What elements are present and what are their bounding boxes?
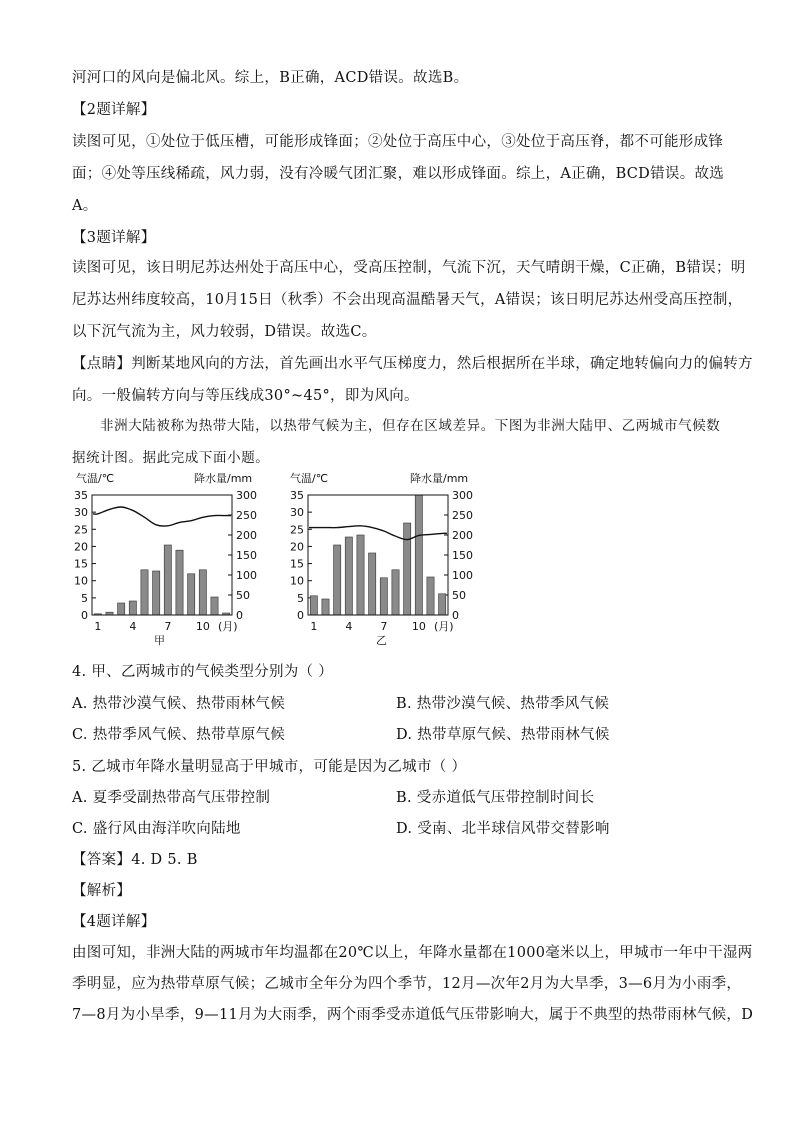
chart-title: 乙 (376, 634, 387, 647)
answer-line: 【答案】4. D 5. B (72, 852, 198, 868)
q5-option-b[interactable]: B. 受赤道低气压带控制时间长 (396, 790, 595, 806)
tip-heading-line: 【点睛】判断某地风向的方法，首先画出水平气压梯度力，然后根据所在半球，确定地转偏向力的偏转方 (72, 356, 753, 372)
section-heading: 【3题详解】 (72, 230, 156, 246)
precipitation-bar (188, 574, 195, 615)
precipitation-bar (153, 571, 160, 615)
text-line: 河河口的风向是偏北风。综上，B正确，ACD错误。故选B。 (72, 70, 469, 86)
precipitation-bar (357, 535, 364, 615)
y-left-tick-label: 15 (290, 557, 304, 571)
y-left-tick-label: 35 (290, 489, 304, 502)
ylabel-left: 气温/℃ (290, 472, 329, 485)
question-4-stem: 4. 甲、乙两城市的气候类型分别为（ ） (72, 664, 334, 680)
precipitation-bar (199, 570, 206, 615)
x-tick-label: 4 (345, 620, 353, 633)
y-left-tick-label: 25 (290, 523, 304, 537)
y-right-tick-label: 100 (452, 569, 473, 582)
y-right-tick-label: 200 (452, 529, 473, 542)
ylabel-right: 降水量/mm (410, 472, 469, 485)
x-tick-label: 7 (164, 620, 172, 633)
q5-option-a[interactable]: A. 夏季受副热带高气压带控制 (72, 790, 271, 806)
x-tick-label: 1 (94, 620, 102, 633)
climate-chart-jia (62, 468, 272, 650)
y-left-tick-label: 25 (74, 523, 88, 537)
temperature-line (309, 526, 447, 540)
text-line: 面；④处等压线稀疏，风力弱，没有冷暖气团汇聚，难以形成锋面。综上，A正确，BCD错误。故选 (72, 166, 725, 182)
ylabel-right: 降水量/mm (194, 472, 253, 485)
precipitation-bar (334, 545, 341, 615)
x-unit-label: (月) (434, 620, 454, 633)
q4-option-a[interactable]: A. 热带沙漠气候、热带雨林气候 (72, 696, 285, 712)
precipitation-bar (345, 537, 352, 615)
y-right-tick-label: 200 (236, 529, 257, 542)
precipitation-bar (118, 603, 125, 615)
y-left-tick-label: 20 (74, 540, 88, 554)
q5-option-c[interactable]: C. 盛行风由海洋吹向陆地 (72, 821, 241, 837)
precipitation-bar (404, 523, 411, 615)
precipitation-bar (392, 570, 399, 615)
precipitation-bar (164, 545, 171, 615)
y-left-tick-label: 10 (290, 574, 304, 588)
x-unit-label: (月) (218, 620, 238, 633)
y-right-tick-label: 250 (236, 509, 257, 522)
precipitation-bar (439, 594, 446, 615)
text-line: 以下沉气流为主，风力较弱，D错误。故选C。 (72, 324, 377, 340)
q4-option-b[interactable]: B. 热带沙漠气候、热带季风气候 (396, 696, 610, 712)
precipitation-bar (141, 570, 148, 615)
y-right-tick-label: 150 (236, 549, 257, 562)
climate-chart-yi (282, 468, 492, 650)
precipitation-bar (211, 597, 218, 615)
chart-title: 甲 (154, 634, 165, 647)
y-right-tick-label: 300 (452, 489, 473, 502)
detail-line: 由图可知，非洲大陆的两城市年均温都在20℃以上，年降水量都在1000毫米以上，甲城市一年中干湿两 (72, 945, 753, 961)
x-tick-label: 10 (411, 620, 426, 633)
y-right-tick-label: 50 (452, 589, 466, 602)
x-tick-label: 10 (195, 620, 210, 633)
y-left-tick-label: 5 (297, 591, 304, 605)
text-line: 读图可见，该日明尼苏达州处于高压中心，受高压控制，气流下沉，天气晴朗干燥，C正确，B错误；明 (72, 260, 746, 276)
x-tick-label: 1 (310, 620, 318, 633)
y-left-tick-label: 0 (81, 609, 88, 622)
q4-option-d[interactable]: D. 热带草原气候、热带雨林气候 (396, 727, 610, 743)
text-line: 读图可见，①处位于低压槽，可能形成锋面；②处位于高压中心，③处位于高压脊，都不可能形成锋 (72, 134, 724, 150)
y-right-tick-label: 50 (236, 589, 250, 602)
text-line: 尼苏达州纬度较高，10月15日（秋季）不会出现高温酷暑天气，A错误；该日明尼苏达州受高压控制， (72, 292, 743, 308)
y-left-tick-label: 30 (290, 506, 304, 520)
detail-line: 7—8月为小旱季，9—11月为大雨季，两个雨季受赤道低气压带影响大，属于不典型的热带雨林气候，D (72, 1007, 754, 1023)
y-right-tick-label: 0 (236, 609, 243, 622)
y-left-tick-label: 5 (81, 591, 88, 605)
y-left-tick-label: 30 (74, 506, 88, 520)
q5-option-d[interactable]: D. 受南、北半球信风带交替影响 (396, 821, 610, 837)
y-right-tick-label: 100 (236, 569, 257, 582)
precipitation-bar (427, 577, 434, 615)
y-right-tick-label: 150 (452, 549, 473, 562)
x-tick-label: 4 (129, 620, 137, 633)
q4-detail-heading: 【4题详解】 (72, 914, 156, 930)
text-line: 向。一般偏转方向与等压线成30°~45°，即为风向。 (72, 388, 419, 404)
precipitation-bar (322, 599, 329, 615)
y-left-tick-label: 10 (74, 574, 88, 588)
x-tick-label: 7 (380, 620, 388, 633)
y-left-tick-label: 15 (74, 557, 88, 571)
precipitation-bar (415, 495, 422, 615)
precipitation-bar (369, 553, 376, 615)
intro-line: 非洲大陆被称为热带大陆，以热带气候为主，但存在区域差异。下图为非洲大陆甲、乙两城市气候数 (100, 418, 721, 434)
precipitation-bar (176, 550, 183, 615)
precipitation-bar (310, 596, 317, 615)
y-right-tick-label: 0 (452, 609, 459, 622)
analysis-heading: 【解析】 (72, 883, 132, 899)
precipitation-bar (129, 601, 136, 615)
detail-line: 季明显，应为热带草原气候；乙城市全年分为四个季节，12月—次年2月为大旱季，3—6月为小雨季， (72, 976, 742, 992)
text-line: A。 (72, 198, 98, 214)
intro-line: 据统计图。据此完成下面小题。 (72, 450, 270, 466)
section-heading: 【2题详解】 (72, 102, 156, 118)
y-right-tick-label: 250 (452, 509, 473, 522)
y-right-tick-label: 300 (236, 489, 257, 502)
y-left-tick-label: 35 (74, 489, 88, 502)
precipitation-bar (380, 578, 387, 615)
temperature-line (93, 507, 231, 526)
question-5-stem: 5. 乙城市年降水量明显高于甲城市，可能是因为乙城市（ ） (72, 759, 467, 775)
ylabel-left: 气温/℃ (76, 472, 115, 485)
y-left-tick-label: 20 (290, 540, 304, 554)
q4-option-c[interactable]: C. 热带季风气候、热带草原气候 (72, 727, 286, 743)
y-left-tick-label: 0 (297, 609, 304, 622)
